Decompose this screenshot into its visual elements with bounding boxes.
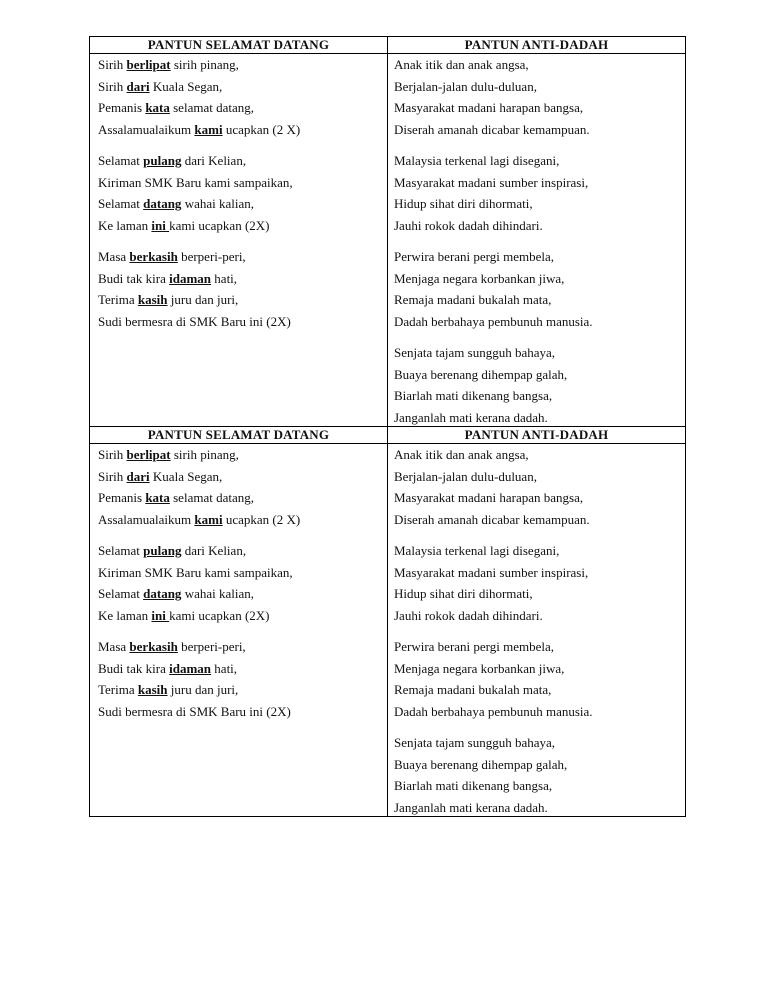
pantun-stanza (98, 540, 381, 626)
pantun-line (98, 289, 381, 311)
stanza-gap (394, 140, 679, 150)
pantun-line: Berjalan-jalan dulu-duluan, (394, 78, 537, 94)
line-text: Assalamualaikum (98, 511, 195, 527)
line-text: kami ucapkan (2X) (169, 217, 270, 233)
keyword: berlipat (126, 57, 171, 72)
keyword: kata (145, 490, 170, 505)
pantun-line (98, 215, 381, 237)
line-text: Assalamualaikum (98, 121, 195, 137)
pantun-line: Perwira berani pergi membela, (394, 249, 555, 264)
keyword: dari (126, 468, 150, 484)
line-text: Sirih (98, 468, 127, 484)
line-text: juru dan juri, (167, 292, 239, 307)
pantun-line (98, 54, 381, 76)
pantun-table-2 (89, 426, 686, 817)
line-text: berperi-peri, (177, 639, 246, 654)
keyword: kami (194, 511, 223, 527)
pantun-stanza (98, 246, 381, 332)
line-text: dari Kelian, (181, 543, 247, 558)
line-text: Kuala Segan, (149, 468, 223, 484)
pantun-line: Biarlah mati dikenang bangsa, (394, 778, 553, 793)
line-text: Sirih (98, 57, 127, 72)
pantun-line (98, 76, 381, 98)
pantun-line (98, 150, 381, 172)
line-text: Terima (98, 682, 138, 697)
pantun-stanza (394, 540, 679, 626)
keyword: dari (126, 78, 150, 94)
line-text: Selamat (98, 153, 144, 168)
keyword: berkasih (129, 639, 178, 654)
pantun-line: Remaja madani bukalah mata, (394, 292, 552, 307)
pantun-line: Senjata tajam sungguh bahaya, (394, 345, 556, 360)
line-text: ucapkan (2 X) (222, 121, 301, 137)
pantun-line: Masyarakat madani sumber inspirasi, (394, 174, 589, 190)
pantun-stanza (394, 342, 679, 428)
pantun-line (98, 701, 381, 723)
pantun-line: Malaysia terkenal lagi disegani, (394, 543, 560, 558)
keyword: datang (143, 586, 182, 601)
pantun-line: Jauhi rokok dadah dihindari. (394, 607, 543, 623)
pantun-stanza (394, 54, 679, 140)
line-text: sirih pinang, (170, 447, 239, 462)
line-text: Masa (98, 639, 130, 654)
line-text: Ke laman (98, 607, 152, 623)
pantun-sheet (89, 36, 686, 817)
pantun-line (98, 193, 381, 215)
pantun-stanza (98, 150, 381, 236)
pantun-line: Biarlah mati dikenang bangsa, (394, 388, 553, 403)
pantun-line: Diserah amanah dicabar kemampuan. (394, 511, 590, 527)
pantun-line: Hidup sihat diri dihormati, (394, 196, 533, 211)
line-text: hati, (211, 660, 238, 676)
keyword: ini (151, 217, 170, 233)
stanza-gap (98, 530, 381, 540)
pantun-line (98, 444, 381, 466)
line-text: Selamat (98, 543, 144, 558)
keyword: idaman (169, 660, 212, 676)
keyword: pulang (143, 153, 182, 168)
line-text: wahai kalian, (181, 586, 254, 601)
pantun-line: Diserah amanah dicabar kemampuan. (394, 121, 590, 137)
pantun-line: Senjata tajam sungguh bahaya, (394, 735, 556, 750)
pantun-line (98, 636, 381, 658)
keyword: kasih (137, 682, 168, 697)
pantun-stanza (394, 246, 679, 332)
keyword: berkasih (129, 249, 178, 264)
pantun-line: Anak itik dan anak angsa, (394, 447, 529, 462)
pantun-line (98, 268, 381, 290)
pantun-anti-dadah-column (388, 54, 685, 426)
pantun-line: Malaysia terkenal lagi disegani, (394, 153, 560, 168)
keyword: berlipat (126, 447, 171, 462)
line-text: dari Kelian, (181, 153, 247, 168)
table-header-row (90, 37, 685, 54)
pantun-line: Janganlah mati kerana dadah. (394, 409, 548, 425)
pantun-line (98, 540, 381, 562)
line-text: Sirih (98, 78, 127, 94)
pantun-line (98, 605, 381, 627)
pantun-line (98, 172, 381, 194)
pantun-line: Masyarakat madani harapan bangsa, (394, 490, 584, 505)
pantun-line: Menjaga negara korbankan jiwa, (394, 270, 565, 286)
stanza-gap (394, 722, 679, 732)
line-text: Selamat (98, 196, 144, 211)
keyword: kasih (137, 292, 168, 307)
pantun-line: Menjaga negara korbankan jiwa, (394, 660, 565, 676)
pantun-anti-dadah-column (388, 444, 685, 816)
line-text: Pemanis (98, 100, 146, 115)
stanza-gap (98, 140, 381, 150)
keyword: datang (143, 196, 182, 211)
keyword: kami (194, 121, 223, 137)
line-text: Terima (98, 292, 138, 307)
line-text: Budi tak kira (98, 660, 170, 676)
left-column-title: PANTUN SELAMAT DATANG (90, 37, 388, 53)
line-text: Kiriman SMK Baru kami sampaikan, (98, 174, 293, 190)
table-header-row (90, 427, 685, 444)
keyword: ini (151, 607, 170, 623)
pantun-line (98, 583, 381, 605)
right-column-title: PANTUN ANTI-DADAH (464, 37, 609, 52)
pantun-line: Remaja madani bukalah mata, (394, 682, 552, 697)
pantun-line (98, 119, 381, 141)
pantun-line: Masyarakat madani sumber inspirasi, (394, 564, 589, 580)
pantun-line (98, 509, 381, 531)
pantun-line (98, 246, 381, 268)
pantun-stanza (394, 636, 679, 722)
line-text: Pemanis (98, 490, 146, 505)
pantun-line (98, 658, 381, 680)
pantun-line: Dadah berbahaya pembunuh manusia. (394, 313, 593, 329)
keyword: idaman (169, 270, 212, 286)
line-text: Sudi bermesra di SMK Baru ini (2X) (98, 313, 291, 329)
pantun-stanza (98, 54, 381, 140)
line-text: ucapkan (2 X) (222, 511, 301, 527)
line-text: Selamat (98, 586, 144, 601)
keyword: kata (145, 100, 170, 115)
table-body-row (90, 54, 685, 426)
line-text: sirih pinang, (170, 57, 239, 72)
pantun-line: Perwira berani pergi membela, (394, 639, 555, 654)
keyword: pulang (143, 543, 182, 558)
pantun-selamat-datang-column (90, 444, 388, 816)
line-text: kami ucapkan (2X) (169, 607, 270, 623)
line-text: Ke laman (98, 217, 152, 233)
line-text: Masa (98, 249, 130, 264)
stanza-gap (394, 530, 679, 540)
stanza-gap (394, 626, 679, 636)
stanza-gap (394, 236, 679, 246)
pantun-stanza (394, 732, 679, 818)
pantun-line: Berjalan-jalan dulu-duluan, (394, 468, 537, 484)
pantun-stanza (98, 444, 381, 530)
table-body-row (90, 444, 685, 816)
pantun-stanza (394, 444, 679, 530)
line-text: Sirih (98, 447, 127, 462)
pantun-line (98, 487, 381, 509)
pantun-line: Janganlah mati kerana dadah. (394, 799, 548, 815)
line-text: Sudi bermesra di SMK Baru ini (2X) (98, 703, 291, 719)
pantun-table-1 (89, 36, 686, 426)
pantun-line: Masyarakat madani harapan bangsa, (394, 100, 584, 115)
line-text: selamat datang, (169, 100, 254, 115)
pantun-line: Jauhi rokok dadah dihindari. (394, 217, 543, 233)
pantun-stanza (394, 150, 679, 236)
stanza-gap (394, 332, 679, 342)
pantun-stanza (98, 636, 381, 722)
line-text: berperi-peri, (177, 249, 246, 264)
pantun-line (98, 466, 381, 488)
right-column-title: PANTUN ANTI-DADAH (464, 427, 609, 442)
left-column-title: PANTUN SELAMAT DATANG (90, 427, 388, 443)
line-text: Kiriman SMK Baru kami sampaikan, (98, 564, 293, 580)
line-text: selamat datang, (169, 490, 254, 505)
line-text: hati, (211, 270, 238, 286)
pantun-line: Buaya berenang dihempap galah, (394, 756, 568, 772)
stanza-gap (98, 626, 381, 636)
stanza-gap (98, 236, 381, 246)
pantun-line: Anak itik dan anak angsa, (394, 57, 529, 72)
line-text: juru dan juri, (167, 682, 239, 697)
line-text: Kuala Segan, (149, 78, 223, 94)
pantun-line: Dadah berbahaya pembunuh manusia. (394, 703, 593, 719)
pantun-line: Buaya berenang dihempap galah, (394, 366, 568, 382)
pantun-line (98, 97, 381, 119)
pantun-selamat-datang-column (90, 54, 388, 426)
pantun-line: Hidup sihat diri dihormati, (394, 586, 533, 601)
pantun-line (98, 562, 381, 584)
line-text: Budi tak kira (98, 270, 170, 286)
pantun-line (98, 679, 381, 701)
line-text: wahai kalian, (181, 196, 254, 211)
pantun-line (98, 311, 381, 333)
